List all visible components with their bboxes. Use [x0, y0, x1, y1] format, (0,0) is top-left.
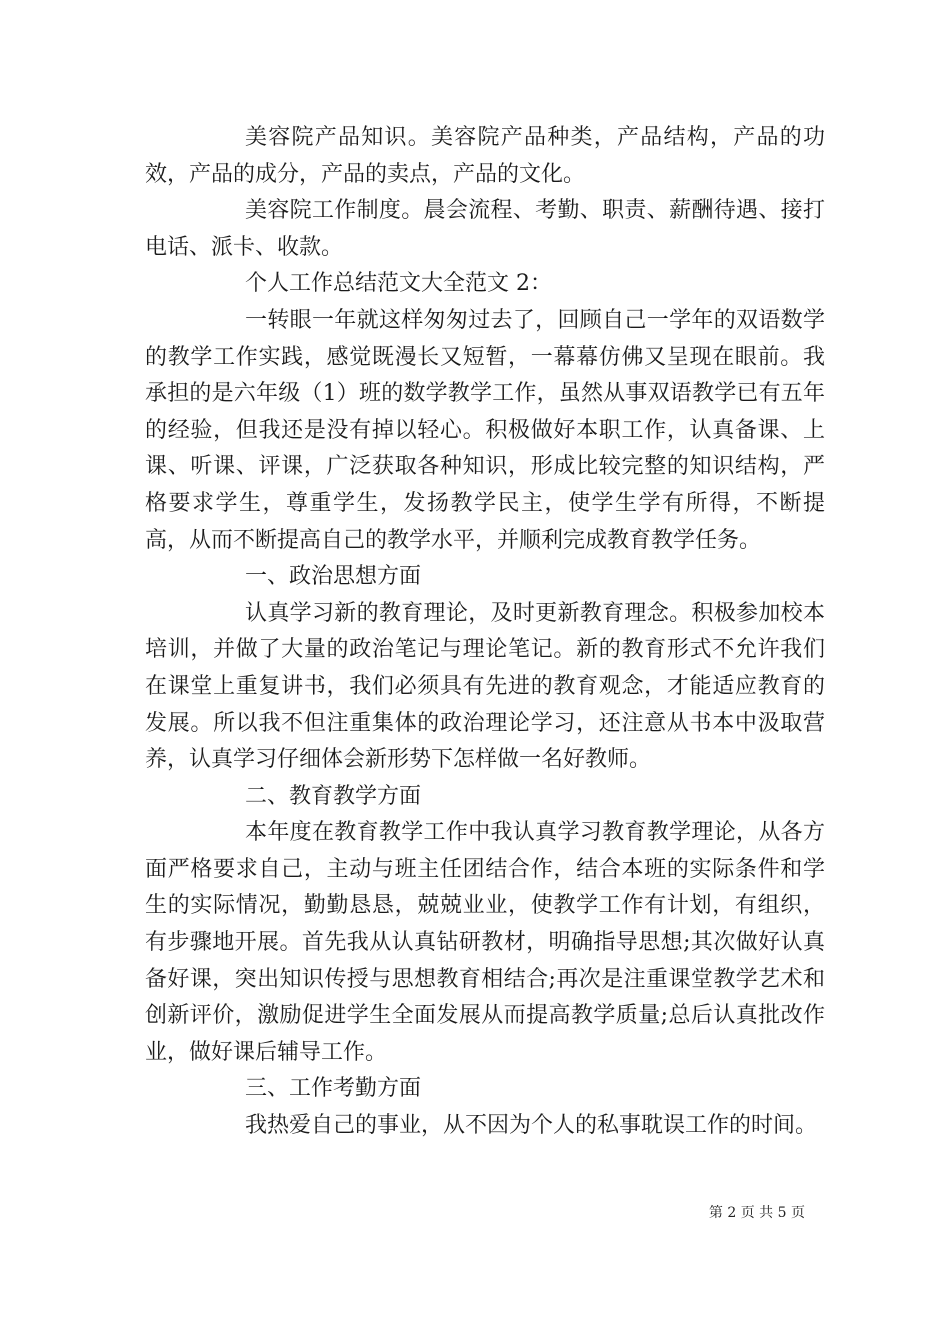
heading-teaching: 二、教育教学方面: [245, 783, 422, 809]
document-body: [145, 120, 825, 1145]
paragraph-product-knowledge: 美容院产品知识。美容院产品种类，产品结构，产品的功效，产品的成分，产品的卖点，产品的文化。: [145, 125, 825, 187]
paragraph-intro: 一转眼一年就这样匆匆过去了，回顾自己一学年的双语数学的教学工作实践，感觉既漫长又短暂，一幕幕仿佛又呈现在眼前。我承担的是六年级（1）班的数学教学工作，虽然从事双语教学已有五年的经验，但我还是没有掉以轻心。积极做好本职工作，认真备课、上课、听课、评课，广泛获取各种知识，形成比较完整的知识结构，严格要求学生，尊重学生，发扬教学民主，使学生学有所得，不断提高，从而不断提高自己的教学水平，并顺利完成教育教学任务。: [145, 307, 825, 553]
paragraph-attendance: 我热爱自己的事业，从不因为个人的私事耽误工作的时间。: [245, 1113, 818, 1139]
heading-attendance: 三、工作考勤方面: [245, 1076, 422, 1102]
heading-political-thought: 一、政治思想方面: [245, 564, 422, 590]
paragraph-teaching: 本年度在教育教学工作中我认真学习教育教学理论，从各方面严格要求自己，主动与班主任团结合作，结合本班的实际条件和学生的实际情况，勤勤恳恳，兢兢业业，使教学工作有计划，有组织，有步骤地开展。首先我从认真钻研教材，明确指导思想;其次做好认真备好课，突出知识传授与思想教育相结合;再次是注重课堂教学艺术和创新评价，激励促进学生全面发展从而提高教学质量;总后认真批改作业，做好课后辅导工作。: [145, 820, 825, 1065]
section-title-sample-2: 个人工作总结范文大全范文 2：: [245, 271, 552, 297]
paragraph-work-rules: 美容院工作制度。晨会流程、考勤、职责、薪酬待遇、接打电话、派卡、收款。: [145, 198, 825, 260]
page-number: 第 2 页 共 5 页: [708, 1205, 805, 1221]
paragraph-political-thought: 认真学习新的教育理论，及时更新教育理念。积极参加校本培训，并做了大量的政治笔记与理论笔记。新的教育形式不允许我们在课堂上重复讲书，我们必须具有先进的教育观念，才能适应教育的发展。所以我不但注重集体的政治理论学习，还注意从书本中汲取营养，认真学习仔细体会新形势下怎样做一名好教师。: [145, 600, 825, 773]
